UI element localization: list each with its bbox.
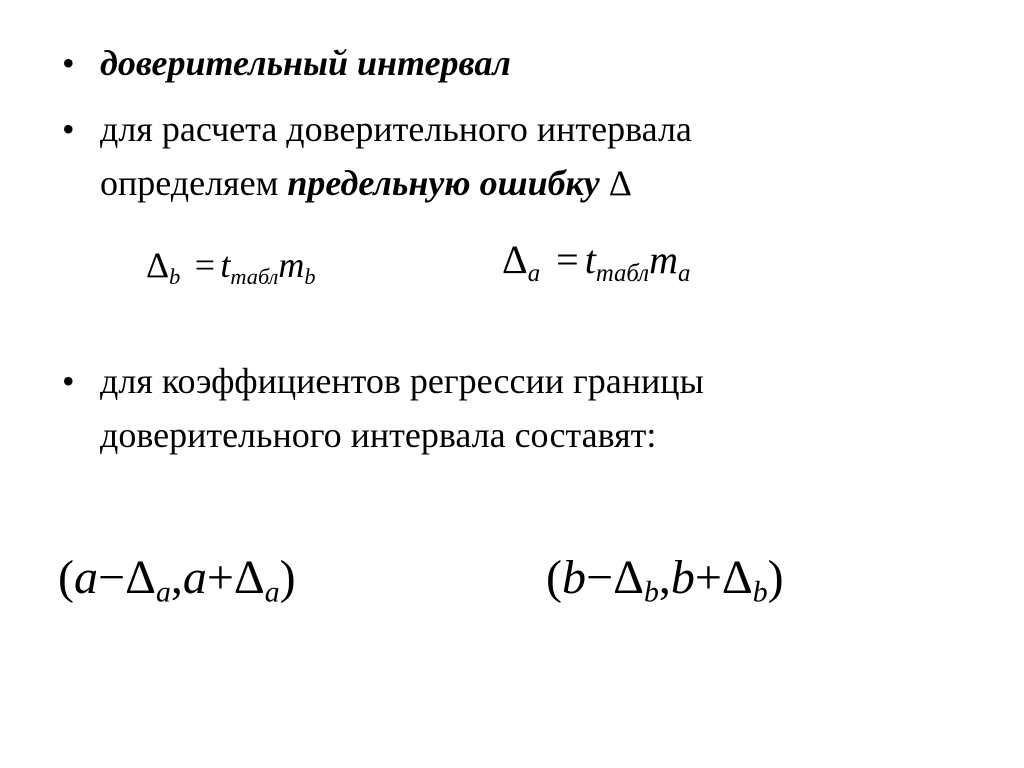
variable-m: m [649, 237, 678, 282]
bullet-emphasis: предельную ошибку [287, 163, 600, 203]
formula-interval-a [58, 550, 296, 609]
bullet-text: доверительный интервал [100, 43, 511, 83]
bullet-item-bounds [62, 354, 962, 462]
variable-t: t [584, 237, 596, 282]
equals-sign: = [194, 245, 216, 285]
bullet-marker: • [62, 43, 75, 83]
variable-t: t [220, 245, 231, 285]
minus-sign: − [585, 551, 614, 604]
close-paren: ) [279, 551, 296, 604]
delta-symbol: Δ [233, 551, 265, 604]
subscript: b [643, 575, 659, 609]
variable-a: a [73, 551, 98, 604]
bullet-marker: • [62, 361, 75, 401]
bullet-text [100, 354, 962, 462]
subscript: a [264, 575, 280, 609]
comma: , [658, 551, 671, 604]
bullet-text [100, 102, 962, 210]
open-paren: ( [58, 551, 74, 604]
close-paren: ) [767, 551, 784, 604]
bullet-line: доверительного интервала составят: [100, 415, 657, 455]
comma: , [170, 551, 183, 604]
plus-sign: + [694, 551, 722, 604]
equals-sign: = [556, 237, 579, 282]
variable-m: m [278, 245, 305, 285]
variable-b: b [670, 551, 695, 604]
variable-a: a [182, 551, 207, 604]
formula-interval-b [546, 550, 784, 609]
bullet-item-confidence-interval [62, 36, 962, 90]
subscript: b [169, 264, 181, 290]
subscript: a [527, 259, 541, 287]
minus-sign: − [97, 551, 126, 604]
bullet-line-suffix: Δ [599, 163, 632, 203]
formula-delta-b [146, 244, 316, 290]
bullet-item-calculation [62, 102, 962, 210]
subscript-tabl: табл [230, 264, 279, 290]
delta-symbol: Δ [502, 237, 528, 282]
bullet-marker: • [62, 109, 75, 149]
subscript: b [752, 575, 768, 609]
delta-symbol: Δ [146, 245, 170, 285]
variable-b: b [561, 551, 586, 604]
open-paren: ( [546, 551, 562, 604]
plus-sign: + [206, 551, 234, 604]
bullet-line-prefix: определяем [100, 163, 288, 203]
bullet-line: для расчета доверительного интервала [100, 109, 692, 149]
formula-delta-a [502, 236, 690, 288]
subscript: a [678, 259, 691, 287]
subscript: a [155, 575, 171, 609]
subscript: b [304, 264, 316, 290]
delta-symbol: Δ [125, 551, 156, 604]
delta-symbol: Δ [613, 551, 644, 604]
delta-symbol: Δ [721, 551, 753, 604]
subscript-tabl: табл [595, 259, 650, 287]
bullet-line: для коэффициентов регрессии границы [100, 361, 704, 401]
